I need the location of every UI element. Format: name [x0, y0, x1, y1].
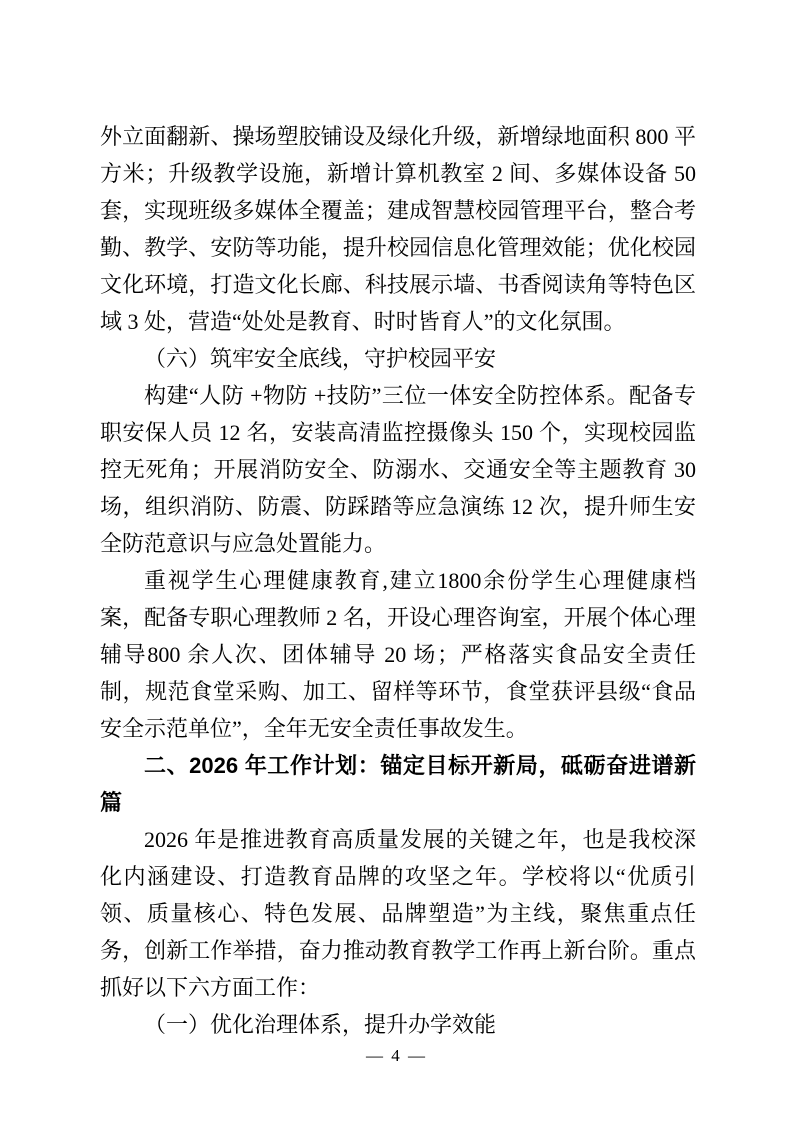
chapter-heading-2026-plan: 二、2026 年工作计划：锚定目标开新局，砥砺奋进谱新篇	[100, 753, 696, 815]
page-footer	[0, 1046, 793, 1066]
paragraph-mental-health-food-safety: 重视学生心理健康教育,建立1800余份学生心理健康档案，配备专职心理教师 2 名，开设心理咨询室，开展个体心理辅导800 余人次、团体辅导 20 场；严格落实食品安全责任制，规范食堂采购、加工、留样等环节，食堂获评县级“食品安全示范单位”，全年无安全责任事故发生。	[100, 568, 696, 741]
section-heading-six-safety: （六）筑牢安全底线，守护校园平安	[144, 346, 497, 371]
paragraph-2026-overview: 2026 年是推进教育高质量发展的关键之年，也是我校深化内涵建设、打造教育品牌的攻坚之年。学校将以“优质引领、质量核心、特色发展、品牌塑造”为主线，聚焦重点任务，创新工作举措，奋力推动教育教学工作再上新台阶。重点抓好以下六方面工作：	[100, 827, 696, 1000]
document-text-block	[100, 118, 696, 1043]
paragraph-campus-upgrade: 外立面翻新、操场塑胶铺设及绿化升级，新增绿地面积 800 平方米；升级教学设施，新增计算机教室 2 间、多媒体设备 50 套，实现班级多媒体全覆盖；建成智慧校园管理平台，整合考勤、教学、安防等功能，提升校园信息化管理效能；优化校园文化环境，打造文化长廊、科技展示墙、书香阅读角等特色区域 3 处，营造“处处是教育、时时皆育人”的文化氛围。	[100, 124, 696, 334]
page-number: — 4 —	[366, 1046, 427, 1065]
section-heading-one-governance: （一）优化治理体系，提升办学效能	[144, 1012, 497, 1037]
paragraph-security-system: 构建“人防 +物防 +技防”三位一体安全防控体系。配备专职安保人员 12 名，安装高清监控摄像头 150 个，实现校园监控无死角；开展消防安全、防溺水、交通安全等主题教育 30 场，组织消防、防震、防踩踏等应急演练 12 次，提升师生安全防范意识与应急处置能力。	[100, 383, 696, 556]
